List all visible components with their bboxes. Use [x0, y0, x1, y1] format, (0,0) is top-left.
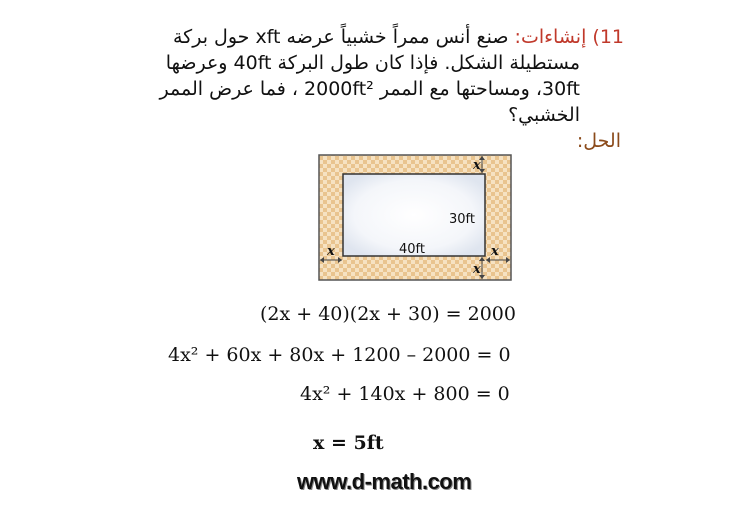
equation-answer: x = 5ft — [313, 432, 384, 454]
solution-label: الحل: — [576, 130, 621, 152]
problem-number: 11) — [592, 26, 624, 48]
x-top-label: x — [473, 158, 481, 173]
equation-1: (2x + 40)(2x + 30) = 2000 — [260, 303, 516, 325]
equation-3: 4x² + 140x + 800 = 0 — [300, 383, 510, 405]
problem-line-1: 11) إنشاءات: صنع أنس ممراً خشبياً عرضه xft حول بركة — [172, 26, 624, 48]
problem-text-1: صنع أنس ممراً خشبياً عرضه xft حول بركة — [172, 26, 509, 48]
x-right-label: x — [491, 244, 499, 259]
pool-width-label: 30ft — [449, 212, 475, 227]
problem-category: إنشاءات — [520, 26, 587, 48]
website-watermark: www.d-math.com — [297, 469, 472, 494]
x-left-label: x — [327, 244, 335, 259]
pool-length-label: 40ft — [399, 242, 425, 257]
problem-line-2: مستطيلة الشكل. فإذا كان طول البركة 40ft وعرضها — [165, 52, 580, 74]
pool-walkway-diagram — [315, 152, 515, 282]
x-bottom-label: x — [473, 262, 481, 277]
problem-line-4: الخشبي؟ — [508, 104, 580, 126]
equation-2: 4x² + 60x + 80x + 1200 – 2000 = 0 — [168, 344, 511, 366]
problem-line-3: 30ft، ومساحتها مع الممر 2000ft² ، فما عرض الممر — [159, 78, 580, 100]
